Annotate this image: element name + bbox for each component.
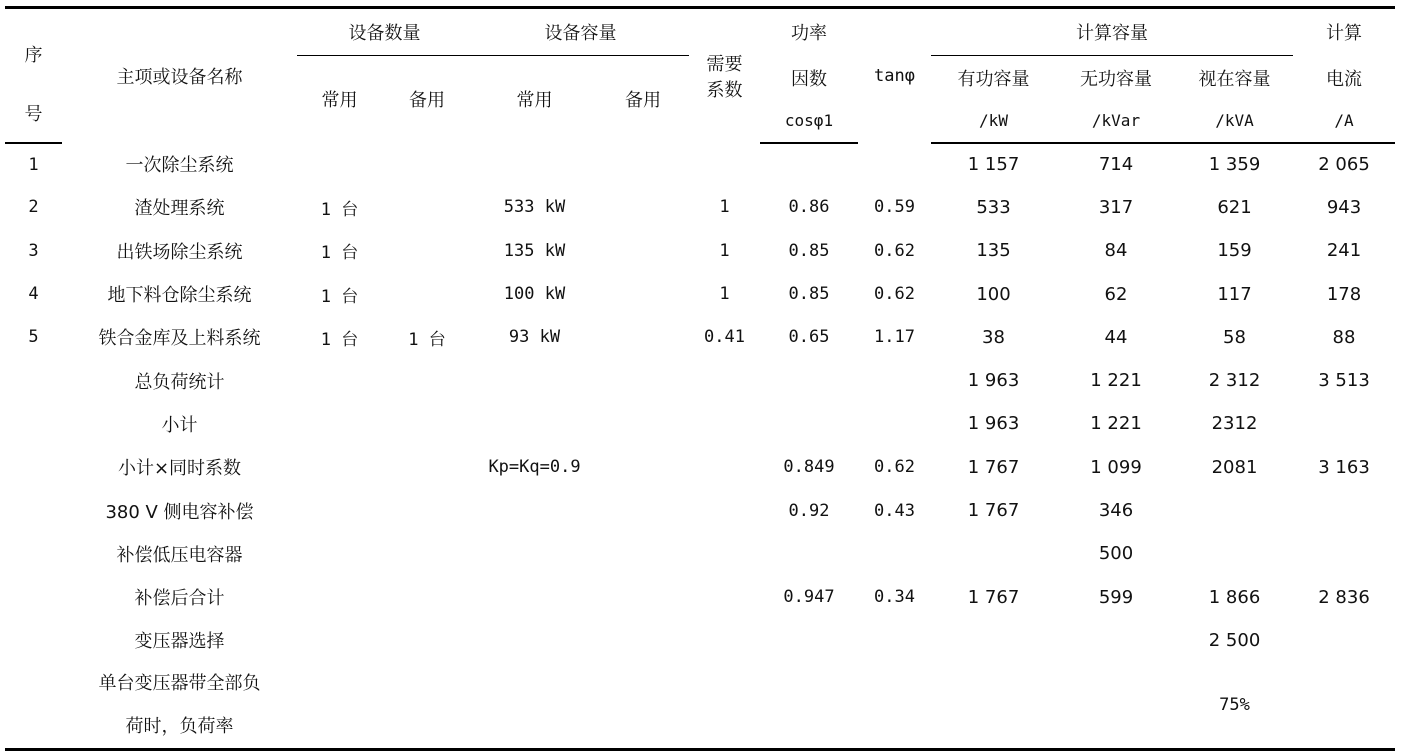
cell-current: 943 bbox=[1326, 196, 1362, 218]
cell-qty-common bbox=[297, 359, 382, 402]
cell-empty bbox=[1293, 662, 1395, 750]
cell-empty bbox=[931, 662, 1056, 750]
cell-cap-common: 100 kW bbox=[503, 284, 566, 305]
cell-name: 地下料仓除尘系统 bbox=[107, 285, 252, 307]
cell-name: 变压器选择 bbox=[134, 631, 225, 653]
cell-tan: 1.17 bbox=[874, 327, 915, 348]
cell-current bbox=[1293, 619, 1395, 662]
cell-no bbox=[5, 489, 62, 532]
cell-demand bbox=[689, 143, 760, 186]
header-pf-bot: cosφ1 bbox=[760, 100, 858, 143]
table-row bbox=[5, 575, 1395, 618]
cell-name-line1: 单台变压器带全部负 bbox=[98, 673, 261, 695]
cell-cap-common bbox=[472, 143, 597, 186]
cell-active: 1 767 bbox=[967, 586, 1020, 608]
cell-demand bbox=[689, 575, 760, 618]
cell-current: 2 836 bbox=[1318, 586, 1370, 608]
cell-current bbox=[1293, 532, 1395, 575]
header-reactive-unit: /kVar bbox=[1056, 100, 1176, 143]
cell-demand: 0.41 bbox=[704, 327, 745, 348]
cell-empty bbox=[382, 662, 472, 750]
cell-qty-spare bbox=[382, 143, 472, 186]
cell-current bbox=[1293, 402, 1395, 445]
header-seq: 序 bbox=[5, 8, 62, 100]
cell-cap-common bbox=[472, 532, 597, 575]
cell-reactive: 62 bbox=[1104, 283, 1128, 305]
header-tan: tanφ bbox=[858, 8, 931, 143]
table-row bbox=[5, 359, 1395, 402]
cell-cos bbox=[760, 532, 858, 575]
cell-cos bbox=[760, 359, 858, 402]
cell-qty-spare bbox=[382, 489, 472, 532]
cell-apparent bbox=[1176, 532, 1293, 575]
cell-apparent: 75% bbox=[1176, 662, 1293, 750]
cell-current: 88 bbox=[1332, 326, 1356, 348]
cell-active: 100 bbox=[976, 283, 1011, 305]
header-cap: 设备容量 bbox=[472, 8, 689, 56]
cell-demand bbox=[689, 446, 760, 489]
cell-reactive: 599 bbox=[1098, 586, 1134, 608]
cell-demand bbox=[689, 532, 760, 575]
cell-cap-common: 135 kW bbox=[503, 240, 566, 261]
cell-cos: 0.85 bbox=[788, 284, 830, 305]
cell-cap-common: 93 kW bbox=[508, 327, 561, 348]
cell-cap-spare bbox=[597, 532, 689, 575]
cell-qty-spare bbox=[382, 532, 472, 575]
cell-cap-spare bbox=[597, 489, 689, 532]
cell-cos bbox=[760, 143, 858, 186]
table-row bbox=[5, 229, 1395, 272]
cell-qty-common: 1 台 bbox=[320, 329, 359, 350]
cell-no bbox=[5, 575, 62, 618]
cell-cap-spare bbox=[597, 359, 689, 402]
cell-empty bbox=[597, 662, 689, 750]
cell-current bbox=[1293, 489, 1395, 532]
cell-qty-common bbox=[297, 575, 382, 618]
cell-tan bbox=[858, 359, 931, 402]
cell-no bbox=[5, 619, 62, 662]
header-demand: 需要 系数 bbox=[689, 8, 760, 143]
cell-name bbox=[62, 662, 297, 750]
cell-no: 3 bbox=[28, 240, 39, 261]
header-cap-spare: 备用 bbox=[625, 90, 661, 112]
cell-qty-common bbox=[297, 402, 382, 445]
table-row bbox=[5, 186, 1395, 229]
cell-tan: 0.62 bbox=[874, 284, 915, 305]
cell-demand: 1 bbox=[719, 197, 730, 218]
cell-tan: 0.62 bbox=[874, 457, 915, 478]
table-row bbox=[5, 402, 1395, 445]
cell-qty-spare bbox=[382, 186, 472, 229]
cell-current: 178 bbox=[1326, 283, 1362, 305]
header-reactive: 无功容量 bbox=[1080, 68, 1152, 90]
cell-active bbox=[931, 532, 1056, 575]
cell-name: 一次除尘系统 bbox=[125, 155, 234, 177]
cell-cos: 0.947 bbox=[783, 587, 835, 608]
cell-reactive: 317 bbox=[1098, 196, 1134, 218]
cell-cap-common bbox=[472, 489, 597, 532]
cell-no bbox=[5, 532, 62, 575]
cell-cap-common: 533 kW bbox=[503, 197, 566, 218]
cell-cap-common bbox=[472, 402, 597, 445]
load-calculation-table bbox=[5, 6, 1395, 751]
cell-no bbox=[5, 402, 62, 445]
cell-name: 出铁场除尘系统 bbox=[116, 241, 243, 263]
cell-empty bbox=[5, 662, 62, 750]
cell-active: 1 767 bbox=[967, 456, 1020, 478]
cell-reactive: 500 bbox=[1098, 543, 1134, 565]
cell-tan bbox=[858, 532, 931, 575]
cell-no: 5 bbox=[28, 327, 39, 348]
cell-empty bbox=[297, 662, 382, 750]
cell-qty-spare bbox=[382, 446, 472, 489]
table-row bbox=[5, 272, 1395, 315]
cell-active: 1 963 bbox=[967, 413, 1020, 435]
cell-cap-spare bbox=[597, 575, 689, 618]
cell-current: 241 bbox=[1326, 240, 1362, 262]
cell-cap-common bbox=[472, 575, 597, 618]
header-cap-common: 常用 bbox=[516, 90, 553, 112]
cell-cos bbox=[760, 619, 858, 662]
cell-tan: 0.34 bbox=[874, 587, 915, 608]
cell-tan bbox=[858, 619, 931, 662]
cell-no bbox=[5, 446, 62, 489]
cell-tan: 0.59 bbox=[874, 197, 915, 218]
cell-empty bbox=[1056, 662, 1176, 750]
cell-demand: 1 bbox=[719, 284, 730, 305]
cell-cos: 0.92 bbox=[788, 500, 830, 521]
header-active-unit: /kW bbox=[931, 100, 1056, 143]
cell-active: 135 bbox=[976, 240, 1011, 262]
cell-apparent: 2081 bbox=[1211, 456, 1258, 478]
cell-apparent: 1 359 bbox=[1208, 154, 1261, 176]
cell-qty-common bbox=[297, 532, 382, 575]
cell-current: 3 163 bbox=[1318, 456, 1370, 478]
cell-reactive: 1 221 bbox=[1090, 413, 1142, 435]
cell-cos bbox=[760, 402, 858, 445]
cell-demand bbox=[689, 619, 760, 662]
cell-name: 380 V 侧电容补偿 bbox=[105, 501, 254, 523]
cell-qty-spare bbox=[382, 229, 472, 272]
cell-tan bbox=[858, 402, 931, 445]
header-calc-cap: 计算容量 bbox=[931, 8, 1293, 56]
header-pf-mid: 因数 bbox=[791, 68, 827, 90]
cell-cap-spare bbox=[597, 143, 689, 186]
table-header bbox=[5, 8, 1395, 143]
header-qty-spare: 备用 bbox=[409, 90, 445, 112]
cell-tan: 0.43 bbox=[874, 500, 915, 521]
cell-qty-spare bbox=[382, 619, 472, 662]
cell-qty-common: 1 台 bbox=[320, 199, 359, 220]
cell-name: 小计×同时系数 bbox=[117, 458, 242, 480]
cell-empty bbox=[472, 662, 597, 750]
cell-empty bbox=[760, 662, 858, 750]
cell-reactive bbox=[1056, 619, 1176, 662]
header-apparent-unit: /kVA bbox=[1176, 100, 1293, 143]
cell-reactive: 714 bbox=[1098, 154, 1134, 176]
cell-demand: 1 bbox=[719, 240, 730, 261]
table-row bbox=[5, 489, 1395, 532]
cell-current: 2 065 bbox=[1318, 154, 1370, 176]
table-row bbox=[5, 662, 1395, 750]
cell-no: 2 bbox=[28, 197, 39, 218]
cell-apparent: 58 bbox=[1223, 326, 1246, 348]
header-apparent: 视在容量 bbox=[1198, 68, 1271, 90]
cell-cap-spare bbox=[597, 402, 689, 445]
cell-cap-common bbox=[472, 359, 597, 402]
cell-qty-common: 1 台 bbox=[320, 286, 359, 307]
cell-cos: 0.849 bbox=[783, 457, 835, 478]
cell-active: 38 bbox=[982, 326, 1005, 348]
cell-demand bbox=[689, 402, 760, 445]
header-current-mid: 电流 bbox=[1326, 68, 1362, 90]
cell-cap-common bbox=[472, 619, 597, 662]
cell-apparent: 2 500 bbox=[1208, 629, 1261, 651]
cell-cap-spare bbox=[597, 619, 689, 662]
cell-demand bbox=[689, 489, 760, 532]
cell-active: 1 767 bbox=[967, 500, 1020, 522]
cell-active: 533 bbox=[976, 196, 1011, 218]
cell-qty-spare bbox=[382, 359, 472, 402]
cell-qty-spare: 1 台 bbox=[408, 329, 446, 350]
header-active: 有功容量 bbox=[957, 68, 1030, 90]
cell-reactive: 1 221 bbox=[1090, 370, 1142, 392]
cell-name: 渣处理系统 bbox=[134, 198, 225, 220]
cell-name: 铁合金库及上料系统 bbox=[98, 328, 261, 350]
cell-qty-common bbox=[297, 446, 382, 489]
cell-no: 4 bbox=[28, 284, 39, 305]
cell-cos: 0.85 bbox=[788, 240, 830, 261]
cell-reactive: 84 bbox=[1104, 240, 1128, 262]
cell-name: 补偿低压电容器 bbox=[116, 544, 243, 566]
cell-cap-common: Kp=Kq=0.9 bbox=[488, 457, 581, 478]
cell-tan bbox=[858, 143, 931, 186]
cell-qty-spare bbox=[382, 575, 472, 618]
cell-apparent: 2 312 bbox=[1208, 370, 1261, 392]
header-current-top: 计算 bbox=[1293, 8, 1395, 56]
header-seq-bottom: 号 bbox=[5, 100, 62, 143]
cell-qty-common bbox=[297, 143, 382, 186]
table-row bbox=[5, 532, 1395, 575]
header-pf-top: 功率 bbox=[760, 8, 858, 56]
cell-apparent: 159 bbox=[1217, 240, 1252, 262]
cell-cap-spare bbox=[597, 316, 689, 359]
cell-qty-common: 1 台 bbox=[320, 243, 359, 264]
cell-cos: 0.86 bbox=[788, 197, 830, 218]
cell-empty bbox=[858, 662, 931, 750]
table-body bbox=[5, 143, 1395, 750]
cell-qty-spare bbox=[382, 402, 472, 445]
cell-current: 3 513 bbox=[1318, 370, 1370, 392]
cell-qty-common bbox=[297, 619, 382, 662]
cell-active: 1 963 bbox=[967, 370, 1020, 392]
cell-qty-common bbox=[297, 489, 382, 532]
cell-apparent bbox=[1176, 489, 1293, 532]
table-row bbox=[5, 316, 1395, 359]
header-qty-common: 常用 bbox=[321, 90, 358, 112]
cell-name: 补偿后合计 bbox=[134, 588, 225, 610]
cell-cap-spare bbox=[597, 272, 689, 315]
table-row bbox=[5, 619, 1395, 662]
table-row bbox=[5, 446, 1395, 489]
table-row bbox=[5, 143, 1395, 186]
cell-reactive: 1 099 bbox=[1090, 456, 1142, 478]
cell-cap-spare bbox=[597, 229, 689, 272]
cell-no: 1 bbox=[28, 154, 39, 175]
cell-reactive: 346 bbox=[1098, 500, 1134, 522]
cell-active: 1 157 bbox=[967, 154, 1020, 176]
cell-active bbox=[931, 619, 1056, 662]
cell-apparent: 117 bbox=[1217, 283, 1252, 305]
cell-name: 小计 bbox=[161, 414, 198, 436]
cell-apparent: 1 866 bbox=[1208, 586, 1261, 608]
cell-name: 总负荷统计 bbox=[134, 371, 225, 393]
cell-tan: 0.62 bbox=[874, 240, 915, 261]
cell-name-line2: 荷时，负荷率 bbox=[125, 716, 234, 738]
cell-cap-spare bbox=[597, 446, 689, 489]
cell-empty bbox=[689, 662, 760, 750]
cell-qty-spare bbox=[382, 272, 472, 315]
header-name: 主项或设备名称 bbox=[62, 8, 297, 143]
cell-demand bbox=[689, 359, 760, 402]
cell-cap-spare bbox=[597, 186, 689, 229]
cell-cos: 0.65 bbox=[788, 327, 830, 348]
header-current-unit: /A bbox=[1293, 100, 1395, 143]
cell-apparent: 2312 bbox=[1211, 413, 1258, 435]
cell-apparent: 621 bbox=[1217, 196, 1252, 218]
header-qty: 设备数量 bbox=[297, 8, 472, 56]
cell-no bbox=[5, 359, 62, 402]
cell-reactive: 44 bbox=[1104, 326, 1128, 348]
